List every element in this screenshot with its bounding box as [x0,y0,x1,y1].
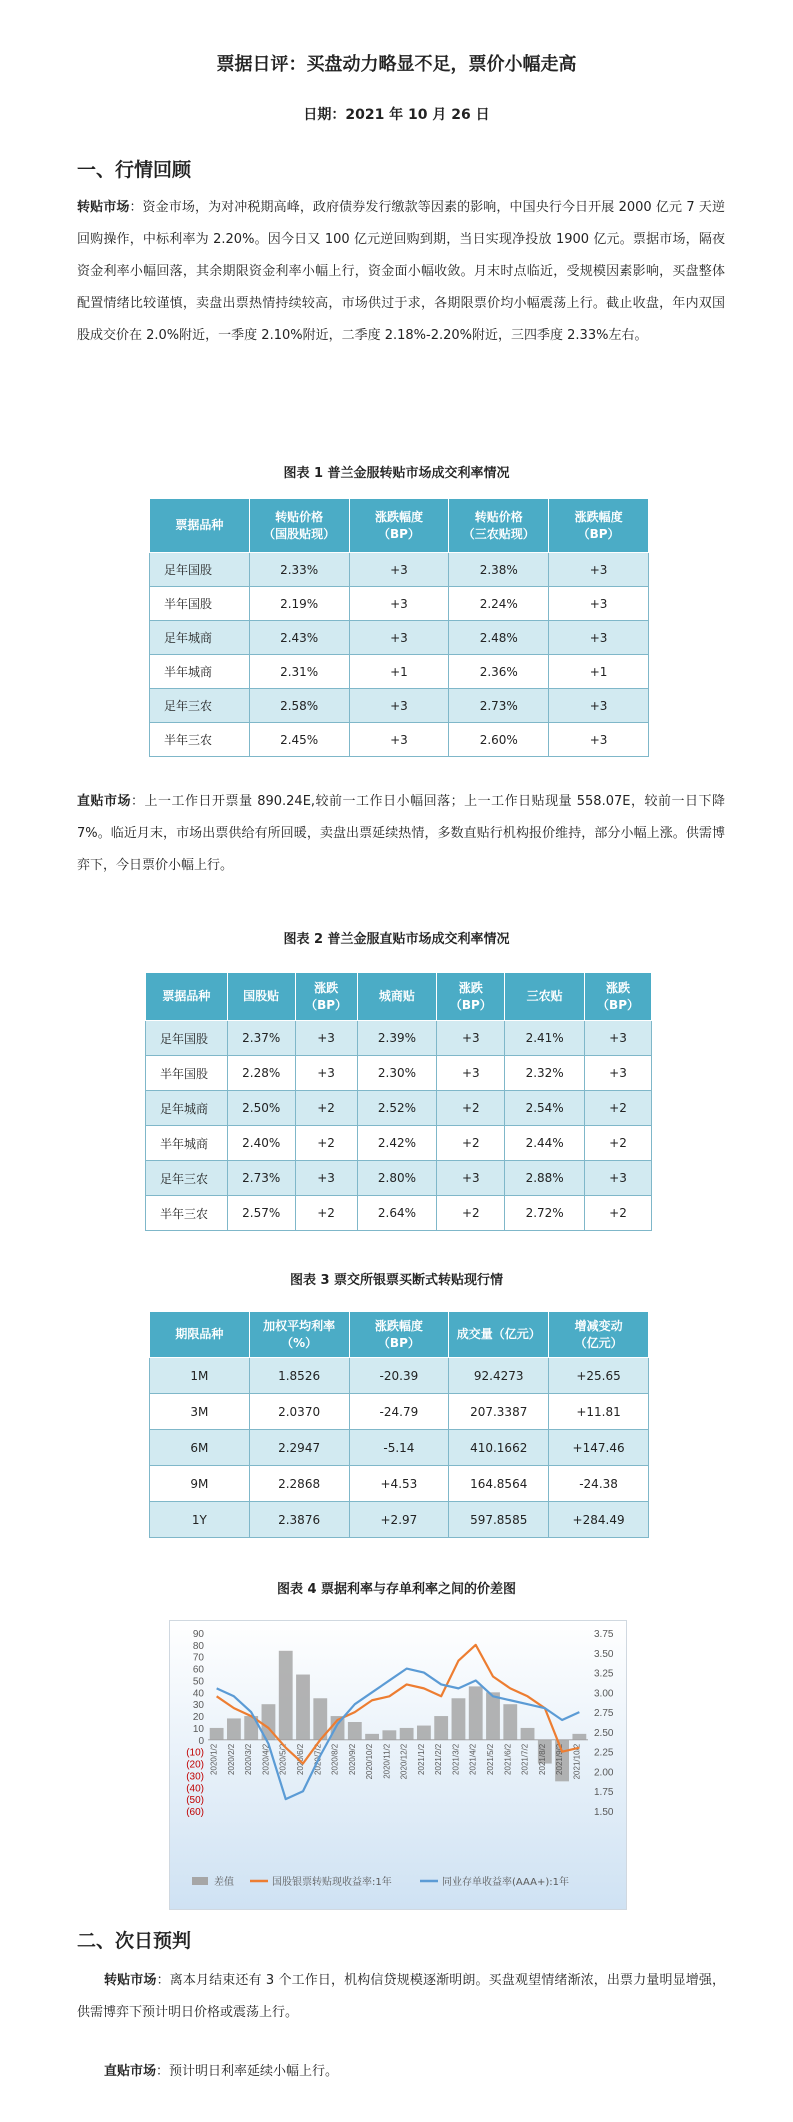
table-cell: 2.37% [227,1021,295,1056]
column-header: 城商贴 [357,973,437,1021]
legend-label: 国股银票转贴现收益率:1年 [272,1877,392,1888]
spread-bar [469,1686,483,1739]
table-cell: +2 [437,1196,505,1231]
y-right-tick-label: 2.00 [594,1767,614,1779]
table-cell: 2.41% [505,1021,585,1056]
column-header: 转贴价格 （三农贴现） [449,499,549,553]
x-tick-label: 2021/6/2 [503,1743,513,1775]
table-cell: 2.32% [505,1056,585,1091]
y-right-tick-label: 3.50 [594,1648,614,1660]
table-cell: 92.4273 [449,1358,549,1394]
table-cell: 2.24% [449,587,549,621]
column-header: 期限品种 [150,1312,250,1358]
table-cell: 2.2868 [249,1466,349,1502]
table-cell: +3 [349,587,449,621]
table-cell: +2 [295,1196,357,1231]
x-tick-label: 2020/5/2 [278,1743,288,1775]
table-cell: +2.97 [349,1502,449,1538]
table-cell: 2.3876 [249,1502,349,1538]
table-cell: +284.49 [549,1502,649,1538]
column-header: 涨跌幅度 （BP） [349,499,449,553]
column-header: 票据品种 [150,499,250,553]
table-cell: 2.0370 [249,1394,349,1430]
table-cell: +3 [295,1161,357,1196]
table3-caption: 图表 3 票交所银票买断式转贴现行情 [289,1273,504,1288]
spread-bar [521,1728,535,1740]
x-tick-label: 2020/8/2 [330,1743,340,1775]
y-right-tick-label: 3.75 [594,1629,614,1640]
table-cell: 2.28% [227,1056,295,1091]
table-cell: +25.65 [549,1358,649,1394]
x-tick-label: 2021/4/2 [468,1743,478,1775]
table-cell: +3 [549,621,649,655]
table-cell: 2.40% [227,1126,295,1161]
paragraph-transfer-market [77,192,725,352]
table-cell: +147.46 [549,1430,649,1466]
table-row [150,553,649,587]
paragraph-label: 转贴市场 [104,1973,157,1988]
table-cell: +2 [437,1126,505,1161]
table1-transfer-rates [149,498,649,757]
table-cell: 足年三农 [150,689,250,723]
table2-direct-rates [145,972,652,1231]
paragraph-forecast-transfer [77,1965,725,2029]
x-tick-label: 2021/5/2 [486,1743,495,1775]
table-cell: 2.19% [249,587,349,621]
chart-caption: 图表 4 票据利率与存单利率之间的价差图 [276,1582,517,1597]
table-cell: +2 [295,1091,357,1126]
spread-bar [572,1734,586,1740]
table-cell: 2.73% [227,1161,295,1196]
table-cell: +2 [437,1091,505,1126]
table-row [150,1430,649,1466]
table-cell: +3 [549,587,649,621]
column-header: 国股贴 [227,973,295,1021]
table-cell: 半年城商 [150,655,250,689]
table-cell: +2 [585,1196,652,1231]
table-cell: +1 [349,655,449,689]
spread-bar [210,1728,224,1740]
y-right-tick-label: 2.25 [594,1747,614,1759]
column-header: 票据品种 [146,973,228,1021]
x-tick-label: 2020/3/2 [244,1743,254,1775]
paragraph-label: 直贴市场 [104,2064,157,2079]
spread-bar [486,1692,500,1739]
y-left-tick-label: (40) [186,1783,204,1795]
table-cell: 2.88% [505,1161,585,1196]
table-row [146,1056,652,1091]
y-left-tick-label: (30) [186,1771,204,1783]
table-cell: -20.39 [349,1358,449,1394]
spread-bar [296,1675,310,1740]
table-row [150,1502,649,1538]
table-cell: 2.80% [357,1161,437,1196]
table-row [146,1021,652,1056]
x-tick-label: 2020/1/2 [209,1743,219,1775]
table-cell: 2.58% [249,689,349,723]
table-cell: +3 [437,1021,505,1056]
spread-bar [417,1726,431,1740]
table2-caption: 图表 2 普兰金服直贴市场成交利率情况 [283,932,510,947]
table-cell: 2.60% [449,723,549,757]
table-cell: 2.57% [227,1196,295,1231]
paragraph-text: ：资金市场，为对冲税期高峰，政府债券发行缴款等因素的影响，中国央行今日开展 2000 亿元 7 天逆回购操作，中标利率为 2.20%。因今日又 100 亿元逆回购到期，当日实现净投放 1900 亿元。票据市场，隔夜资金利率小幅回落，其余期限资金利率小幅上行，资金面小幅收敛。月末时点临近，受规模因素影响，买盘整体配置情绪比较谨慎，卖盘出票热情持续较高，市场供过于求，各期限票价均小幅震荡上行。截止收盘，年内双国股成交价在 2.0%附近，一季度 2.10%附近，二季度 2.18%-2.20%附近，三四季度 2.33%左右。 [77,200,725,343]
paragraph-text: ：上一工作日开票量 890.24E,较前一工作日小幅回落；上一工作日贴现量 558.07E，较前一日下降 7%。临近月末，市场出票供给有所回暖，卖盘出票延续热情，多数直贴行机构报价维持，部分小幅上涨。供需博弈下，今日票价小幅上行。 [77,794,725,873]
table1-caption: 图表 1 普兰金服转贴市场成交利率情况 [283,466,510,481]
column-header: 涨跌 （BP） [437,973,505,1021]
table-row [146,1196,652,1231]
column-header: 涨跌 （BP） [585,973,652,1021]
table-row [150,587,649,621]
table-cell: +3 [349,553,449,587]
table-cell: +3 [437,1161,505,1196]
section-heading-review: 一、行情回顾 [77,159,192,181]
table-cell: +3 [349,723,449,757]
table-cell: 2.48% [449,621,549,655]
table-cell: +11.81 [549,1394,649,1430]
table-cell: 1M [150,1358,250,1394]
spread-bar [348,1722,362,1740]
table-cell: +3 [585,1161,652,1196]
table-cell: 9M [150,1466,250,1502]
column-header: 增减变动 （亿元） [549,1312,649,1358]
column-header: 涨跌幅度 （BP） [549,499,649,553]
x-tick-label: 2021/10/2 [572,1743,582,1780]
y-right-tick-label: 2.75 [594,1708,614,1720]
table-row [150,723,649,757]
spread-bar [279,1651,293,1740]
table-cell: +2 [295,1126,357,1161]
table-cell: 足年国股 [150,553,250,587]
x-tick-label: 2021/1/2 [416,1743,426,1775]
y-left-tick-label: 60 [192,1664,204,1676]
table-cell: 1.8526 [249,1358,349,1394]
y-left-tick-label: 30 [192,1700,204,1712]
y-left-tick-label: (60) [186,1807,204,1818]
paragraph-direct-market [77,786,725,882]
y-right-tick-label: 2.50 [594,1727,614,1739]
x-tick-label: 2021/9/2 [555,1743,565,1775]
y-left-tick-label: 50 [192,1676,204,1688]
table-row [150,689,649,723]
y-left-tick-label: (50) [186,1795,204,1807]
spread-chart [169,1620,627,1910]
column-header: 成交量（亿元） [449,1312,549,1358]
y-right-tick-label: 3.00 [594,1688,614,1700]
table-cell: +3 [585,1021,652,1056]
y-left-tick-label: 10 [192,1723,204,1735]
table-cell: +3 [295,1056,357,1091]
table-row [146,1091,652,1126]
column-header: 涨跌幅度 （BP） [349,1312,449,1358]
spread-bar [400,1728,414,1740]
table-cell: 3M [150,1394,250,1430]
table-cell: +2 [585,1091,652,1126]
table-cell: 2.72% [505,1196,585,1231]
table-cell: 410.1662 [449,1430,549,1466]
table-cell: 2.2947 [249,1430,349,1466]
paragraph-label: 直贴市场 [77,794,132,809]
paragraph-text: ：预计明日利率延续小幅上行。 [156,2064,339,2079]
x-tick-label: 2020/6/2 [296,1743,305,1775]
legend-label: 差值 [214,1877,234,1888]
table-cell: 足年城商 [146,1091,228,1126]
table-cell: +3 [549,723,649,757]
table-cell: 2.30% [357,1056,437,1091]
table-cell: +1 [549,655,649,689]
column-header: 涨跌 （BP） [295,973,357,1021]
table-cell: 597.8585 [449,1502,549,1538]
paragraph-label: 转贴市场 [77,200,130,215]
x-tick-label: 2020/10/2 [365,1743,375,1780]
table-cell: 半年城商 [146,1126,228,1161]
table-cell: +3 [549,689,649,723]
table-cell: +3 [295,1021,357,1056]
table3-exchange-rates [149,1311,649,1538]
x-tick-label: 2020/12/2 [399,1743,409,1780]
table-cell: 2.42% [357,1126,437,1161]
table-cell: 半年三农 [146,1196,228,1231]
spread-bar [382,1730,396,1739]
table-row [150,655,649,689]
table-cell: +4.53 [349,1466,449,1502]
table-cell: 足年国股 [146,1021,228,1056]
report-date: 日期：2021 年 10 月 26 日 [303,107,490,123]
legend-label: 同业存单收益率(AAA+):1年 [442,1877,569,1888]
y-left-tick-label: 70 [192,1652,204,1664]
legend-swatch [192,1877,208,1885]
table-row [150,1394,649,1430]
table-cell: 6M [150,1430,250,1466]
x-tick-label: 2020/7/2 [313,1743,323,1775]
table-cell: +3 [349,689,449,723]
column-header: 转贴价格 （国股贴现） [249,499,349,553]
spread-bar [434,1716,448,1740]
x-tick-label: 2020/2/2 [226,1743,236,1775]
table-cell: 足年城商 [150,621,250,655]
y-right-tick-label: 1.75 [594,1787,614,1799]
table-cell: +2 [585,1126,652,1161]
spread-bar [365,1734,379,1740]
table-cell: -24.79 [349,1394,449,1430]
paragraph-text: ：离本月结束还有 3 个工作日，机构信贷规模逐渐明朗。买盘观望情绪渐浓，出票力量明显增强，供需博弈下预计明日价格或震荡上行。 [77,1973,725,2020]
table-cell: 2.39% [357,1021,437,1056]
paragraph-forecast-direct [77,2056,725,2088]
y-right-tick-label: 3.25 [594,1668,614,1680]
table-cell: +3 [549,553,649,587]
x-tick-label: 2020/9/2 [347,1743,357,1775]
table-cell: -24.38 [549,1466,649,1502]
y-left-tick-label: 20 [192,1712,204,1724]
spread-chart-svg [170,1621,626,1909]
y-left-tick-label: 90 [192,1629,204,1640]
table-cell: +3 [585,1056,652,1091]
table-cell: 半年三农 [150,723,250,757]
table-cell: 2.52% [357,1091,437,1126]
table-cell: 2.38% [449,553,549,587]
column-header: 三农贴 [505,973,585,1021]
table-cell: 2.45% [249,723,349,757]
table-row [150,621,649,655]
table-cell: 164.8564 [449,1466,549,1502]
table-cell: 半年国股 [150,587,250,621]
x-tick-label: 2021/7/2 [520,1743,530,1775]
table-cell: 2.44% [505,1126,585,1161]
table-cell: 2.31% [249,655,349,689]
table-cell: 2.36% [449,655,549,689]
page-title: 票据日评：买盘动力略显不足，票价小幅走高 [216,54,577,75]
table-cell: 足年三农 [146,1161,228,1196]
spread-bar [503,1704,517,1740]
table-row [146,1126,652,1161]
table-row [146,1161,652,1196]
table-row [150,1466,649,1502]
table-cell: 2.33% [249,553,349,587]
y-left-tick-label: (10) [186,1747,204,1759]
y-left-tick-label: (20) [186,1759,204,1771]
table-row [150,1358,649,1394]
x-tick-label: 2020/4/2 [261,1743,271,1775]
x-tick-label: 2020/11/2 [382,1743,392,1779]
column-header: 加权平均利率 （%） [249,1312,349,1358]
table-cell: 2.73% [449,689,549,723]
x-tick-label: 2021/8/2 [537,1743,547,1775]
y-left-tick-label: 0 [198,1735,204,1747]
table-cell: 207.3387 [449,1394,549,1430]
spread-bar [452,1698,466,1740]
section-heading-forecast: 二、次日预判 [77,1930,192,1952]
table-cell: +3 [349,621,449,655]
y-right-tick-label: 1.50 [594,1807,614,1818]
table-cell: -5.14 [349,1430,449,1466]
table-cell: 半年国股 [146,1056,228,1091]
x-tick-label: 2021/2/2 [434,1743,444,1775]
table-cell: 2.64% [357,1196,437,1231]
y-left-tick-label: 80 [192,1640,204,1652]
y-left-tick-label: 40 [192,1688,204,1700]
table-cell: +3 [437,1056,505,1091]
x-tick-label: 2021/3/2 [451,1743,461,1775]
table-cell: 2.43% [249,621,349,655]
table-cell: 2.54% [505,1091,585,1126]
spread-bar [227,1718,241,1739]
table-cell: 1Y [150,1502,250,1538]
table-cell: 2.50% [227,1091,295,1126]
